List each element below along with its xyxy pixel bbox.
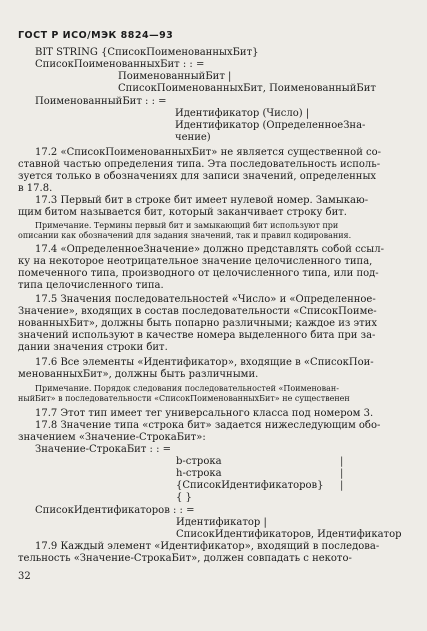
syntax-line: { }	[176, 492, 192, 503]
syntax-line: BIT STRING {СписокПоименованныхБит}	[35, 47, 259, 58]
paragraph-line: 17.7 Этот тип имеет тег универсального класса под номером 3.	[35, 408, 374, 419]
alternative-bar: |	[340, 480, 344, 491]
paragraph-line: 17.4 «ОпределенноеЗначение» должно представлять собой ссыл-	[35, 244, 384, 255]
syntax-line: Идентификатор (Число) |	[175, 108, 310, 119]
alternative-bar: |	[340, 468, 344, 479]
syntax-line: СписокПоименованныхБит : : =	[35, 59, 205, 70]
syntax-line: {СписокИдентификаторов}	[176, 480, 324, 491]
paragraph-line: значений используют в качестве номера выделенного бита при за-	[18, 330, 376, 341]
syntax-line: ПоименованныйБит |	[118, 71, 232, 82]
paragraph-line: менованныхБит», должны быть различными.	[18, 369, 259, 380]
paragraph-line: типа целочисленного типа.	[18, 280, 164, 291]
note-line: Примечание. Термины первый бит и замыкающий бит используют при	[35, 221, 339, 230]
syntax-line: ПоименованныйБит : : =	[35, 96, 167, 107]
syntax-line: b-строка	[176, 456, 222, 467]
paragraph-line: 17.5 Значения последовательностей «Число» и «Определенное-	[35, 294, 376, 305]
paragraph-line: 17.8 Значение типа «строка бит» задается нижеследующим обо-	[35, 420, 381, 431]
paragraph-line: 17.9 Каждый элемент «Идентификатор», входящий в последова-	[35, 541, 380, 552]
paragraph-line: нованныхБит», должны быть попарно различными; каждое из этих	[18, 318, 377, 329]
syntax-line: Значение-СтрокаБит : : =	[35, 444, 172, 455]
alternative-bar: |	[340, 456, 344, 467]
paragraph-line: помеченного типа, производного от целочисленного типа, или под-	[18, 268, 379, 279]
note-line: описании как обозначений для задания значений, так и правил кодирования.	[18, 231, 352, 240]
page-number: 32	[18, 571, 31, 582]
paragraph-line: тельность «Значение-СтрокаБит», должен совпадать с некото-	[18, 553, 352, 564]
paragraph-line: Значение», входящих в состав последовательности «СписокПоиме-	[18, 306, 377, 317]
paragraph-line: 17.3 Первый бит в строке бит имеет нулевой номер. Замыкаю-	[35, 195, 369, 206]
paragraph-line: щим битом называется бит, который заканчивает строку бит.	[18, 207, 347, 218]
note-line: Примечание. Порядок следования последовательностей «Поименован-	[35, 384, 339, 393]
syntax-line: h-строка	[176, 468, 222, 479]
note-line: ныйБит» в последовательности «СписокПоименованныхБит» не существенен	[18, 394, 350, 403]
syntax-line: СписокИдентификаторов, Идентификатор	[176, 529, 402, 540]
paragraph-line: значением «Значение-СтрокаБит»:	[18, 432, 206, 443]
paragraph-line: дании значения строки бит.	[18, 342, 168, 353]
paragraph-line: ку на некоторое неотрицательное значение целочисленного типа,	[18, 256, 373, 267]
syntax-line: Идентификатор |	[176, 517, 267, 528]
syntax-line: СписокПоименованныхБит, ПоименованныйБит	[118, 83, 376, 94]
paragraph-line: в 17.8.	[18, 183, 53, 194]
syntax-line: Идентификатор (ОпределенноеЗна-	[175, 120, 366, 131]
syntax-line: СписокИдентификаторов : : =	[35, 505, 195, 516]
paragraph-line: зуется только в обозначениях для записи значений, определенных	[18, 171, 377, 182]
paragraph-line: 17.2 «СписокПоименованныхБит» не является существенной со-	[35, 147, 382, 158]
running-header: ГОСТ Р ИСО/МЭК 8824—93	[18, 30, 174, 41]
paragraph-line: 17.6 Все элементы «Идентификатор», входящие в «СписокПои-	[35, 357, 374, 368]
paragraph-line: ставной частью определения типа. Эта последовательность исполь-	[18, 159, 381, 170]
syntax-line: чение)	[175, 132, 211, 143]
